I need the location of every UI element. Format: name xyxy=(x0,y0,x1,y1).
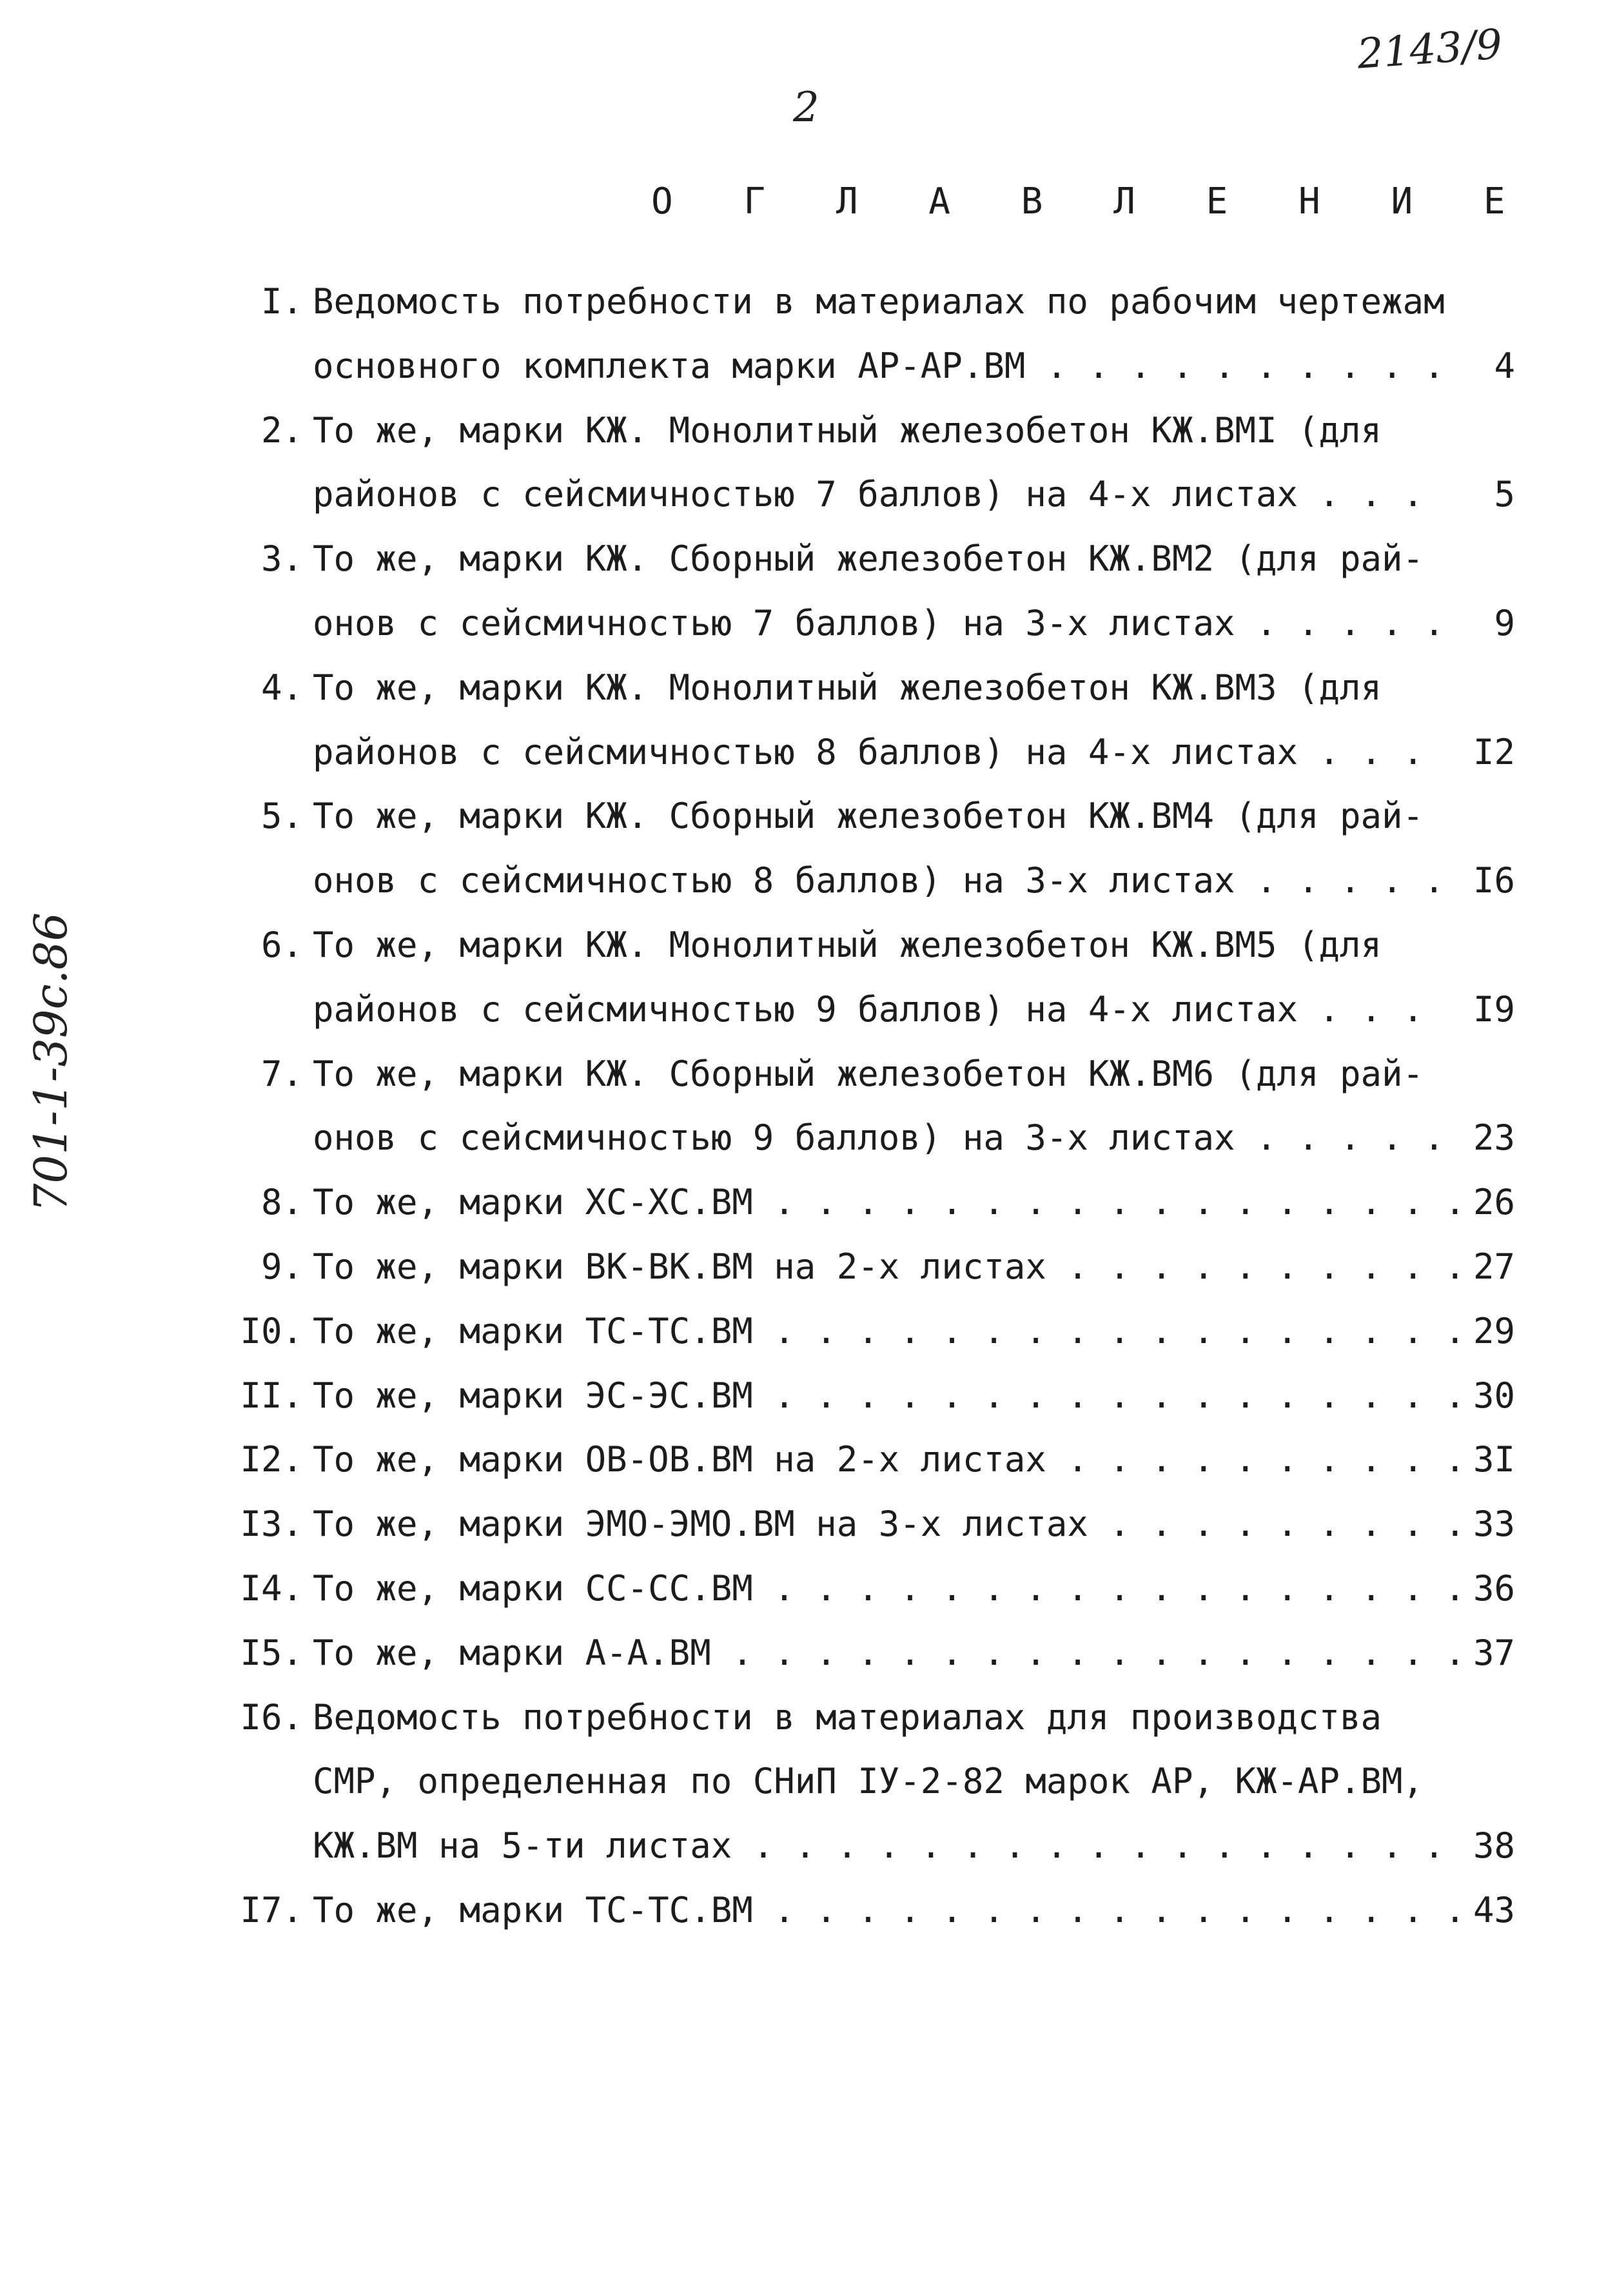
toc-entry-text: То же, марки КЖ. Монолитный железобетон КЖ.ВМ3 (для xyxy=(313,667,1382,708)
toc-entry-number: I3. xyxy=(240,1504,303,1545)
toc-entry-page: 33 xyxy=(1473,1504,1515,1545)
toc-entry-number: 8. xyxy=(260,1182,303,1223)
toc-entry-line xyxy=(0,335,1606,397)
toc-entry-number: I. xyxy=(260,281,303,322)
toc-entry-text: районов с сейсмичностью 8 баллов) на 4-х листах . . . xyxy=(313,731,1424,772)
toc-entry-line xyxy=(0,1043,1606,1105)
toc-entry-text: То же, марки СС-СС.ВМ . . . . . . . . . . . . . . . . . xyxy=(313,1568,1466,1609)
toc-entry-page: 38 xyxy=(1473,1825,1515,1867)
toc-entry-text: То же, марки КЖ. Монолитный железобетон КЖ.ВМ5 (для xyxy=(313,925,1382,965)
toc-entry-number: 6. xyxy=(260,925,303,965)
toc-entry-page: I6 xyxy=(1473,860,1515,901)
toc-entry-number: I4. xyxy=(240,1568,303,1609)
toc-entry-line xyxy=(0,1172,1606,1233)
toc-entry-number: I6. xyxy=(240,1696,303,1738)
toc-entry-line xyxy=(0,1429,1606,1491)
toc-entry-page: 43 xyxy=(1473,1890,1515,1930)
toc-entry-text: онов с сейсмичностью 7 баллов) на 3-х листах . . . . . xyxy=(313,603,1445,643)
toc-entry-page: 37 xyxy=(1473,1632,1515,1673)
toc-entry-line xyxy=(0,657,1606,719)
toc-entry-text: То же, марки КЖ. Сборный железобетон КЖ.ВМ6 (для рай- xyxy=(313,1053,1424,1094)
toc-entry-text: Ведомость потребности в материалах для производства xyxy=(313,1696,1382,1738)
toc-entry-text: То же, марки ЭМО-ЭМО.ВМ на 3-х листах . . . . . . . . . xyxy=(313,1504,1466,1545)
toc-entry-line xyxy=(0,1558,1606,1620)
toc-entry-text: онов с сейсмичностью 8 баллов) на 3-х листах . . . . . xyxy=(313,860,1445,901)
toc-entry-number: I5. xyxy=(240,1632,303,1673)
toc-entry-number: 7. xyxy=(260,1053,303,1094)
toc-entry-line xyxy=(0,464,1606,525)
toc-entry-line xyxy=(0,271,1606,333)
archive-mark: 2143/9 xyxy=(1355,21,1504,79)
toc-entry-page: 5 xyxy=(1494,474,1515,515)
toc-entry-line xyxy=(0,593,1606,654)
toc-entry-line xyxy=(0,1107,1606,1169)
toc-entry-page: 27 xyxy=(1473,1246,1515,1287)
toc-entry-page: 30 xyxy=(1473,1375,1515,1416)
toc-title: О Г Л А В Л Е Н И Е xyxy=(651,181,1530,222)
toc-entry-line xyxy=(0,528,1606,590)
toc-entry-line xyxy=(0,1300,1606,1362)
toc-entry-line xyxy=(0,1236,1606,1298)
toc-entry-line xyxy=(0,721,1606,783)
toc-entry-page: I9 xyxy=(1473,988,1515,1030)
toc-entry-page: 26 xyxy=(1473,1182,1515,1223)
toc-entry-number: II. xyxy=(240,1375,303,1416)
toc-entry-page: 3I xyxy=(1473,1439,1515,1480)
toc-entry-page: 4 xyxy=(1494,345,1515,386)
toc-entry-line xyxy=(0,1493,1606,1555)
toc-entry-number: I2. xyxy=(240,1439,303,1480)
page-number: 2 xyxy=(793,84,819,132)
toc-entry-number: 5. xyxy=(260,796,303,837)
toc-entry-page: 9 xyxy=(1494,603,1515,643)
toc-entry-text: То же, марки КЖ. Сборный железобетон КЖ.ВМ4 (для рай- xyxy=(313,796,1424,837)
toc-entry-line xyxy=(0,400,1606,462)
toc-entry-page: 36 xyxy=(1473,1568,1515,1609)
toc-entry-text: районов с сейсмичностью 7 баллов) на 4-х листах . . . xyxy=(313,474,1424,515)
toc-entry-number: I7. xyxy=(240,1890,303,1930)
toc-entry-number: 3. xyxy=(260,538,303,580)
toc-entry-text: онов с сейсмичностью 9 баллов) на 3-х листах . . . . . xyxy=(313,1117,1445,1159)
toc-entry-line xyxy=(0,1751,1606,1812)
toc-entry-page: I2 xyxy=(1473,731,1515,772)
toc-entry-text: То же, марки ЭС-ЭС.ВМ . . . . . . . . . . . . . . . . . xyxy=(313,1375,1466,1416)
toc-entry-number: I0. xyxy=(240,1310,303,1351)
side-code: 701-1-39с.86 xyxy=(24,912,77,1212)
toc-entry-text: То же, марки ВК-ВК.ВМ на 2-х листах . . . . . . . . . . xyxy=(313,1246,1466,1287)
toc-entry-text: СМР, определенная по СНиП IУ-2-82 марок АР, КЖ-АР.ВМ, xyxy=(313,1761,1424,1802)
toc-entry-page: 29 xyxy=(1473,1310,1515,1351)
toc-entry-line xyxy=(0,785,1606,847)
toc-entry-line xyxy=(0,1687,1606,1749)
toc-entry-text: То же, марки КЖ. Монолитный железобетон КЖ.ВМI (для xyxy=(313,409,1382,451)
toc-entry-number: 2. xyxy=(260,409,303,451)
toc-entry-text: То же, марки ХС-ХС.ВМ . . . . . . . . . . . . . . . . . xyxy=(313,1182,1466,1223)
toc-entry-line xyxy=(0,979,1606,1041)
toc-entry-line xyxy=(0,850,1606,912)
toc-entry-line xyxy=(0,1879,1606,1941)
toc-entry-text: То же, марки А-А.ВМ . . . . . . . . . . . . . . . . . . xyxy=(313,1632,1466,1673)
toc-entry-text: То же, марки ТС-ТС.ВМ . . . . . . . . . . . . . . . . . xyxy=(313,1310,1466,1351)
toc-entry-text: То же, марки ОВ-ОВ.ВМ на 2-х листах . . . . . . . . . . xyxy=(313,1439,1466,1480)
toc-entry-page: 23 xyxy=(1473,1117,1515,1159)
toc-entry-text: То же, марки ТС-ТС.ВМ . . . . . . . . . . . . . . . . . xyxy=(313,1890,1466,1930)
toc-entry-line xyxy=(0,1365,1606,1427)
toc-entry-text: КЖ.ВМ на 5-ти листах . . . . . . . . . . . . . . . . . xyxy=(313,1825,1445,1867)
toc-entry-line xyxy=(0,1622,1606,1684)
toc-entry-number: 9. xyxy=(260,1246,303,1287)
toc-entry-text: Ведомость потребности в материалах по рабочим чертежам xyxy=(313,281,1445,322)
toc-entry-line xyxy=(0,1815,1606,1877)
toc-entry-text: районов с сейсмичностью 9 баллов) на 4-х листах . . . xyxy=(313,988,1424,1030)
toc-entry-number: 4. xyxy=(260,667,303,708)
toc-entry-text: То же, марки КЖ. Сборный железобетон КЖ.ВМ2 (для рай- xyxy=(313,538,1424,580)
toc-entry-text: основного комплекта марки АР-АР.ВМ . . . . . . . . . . xyxy=(313,345,1445,386)
toc-entry-line xyxy=(0,914,1606,976)
